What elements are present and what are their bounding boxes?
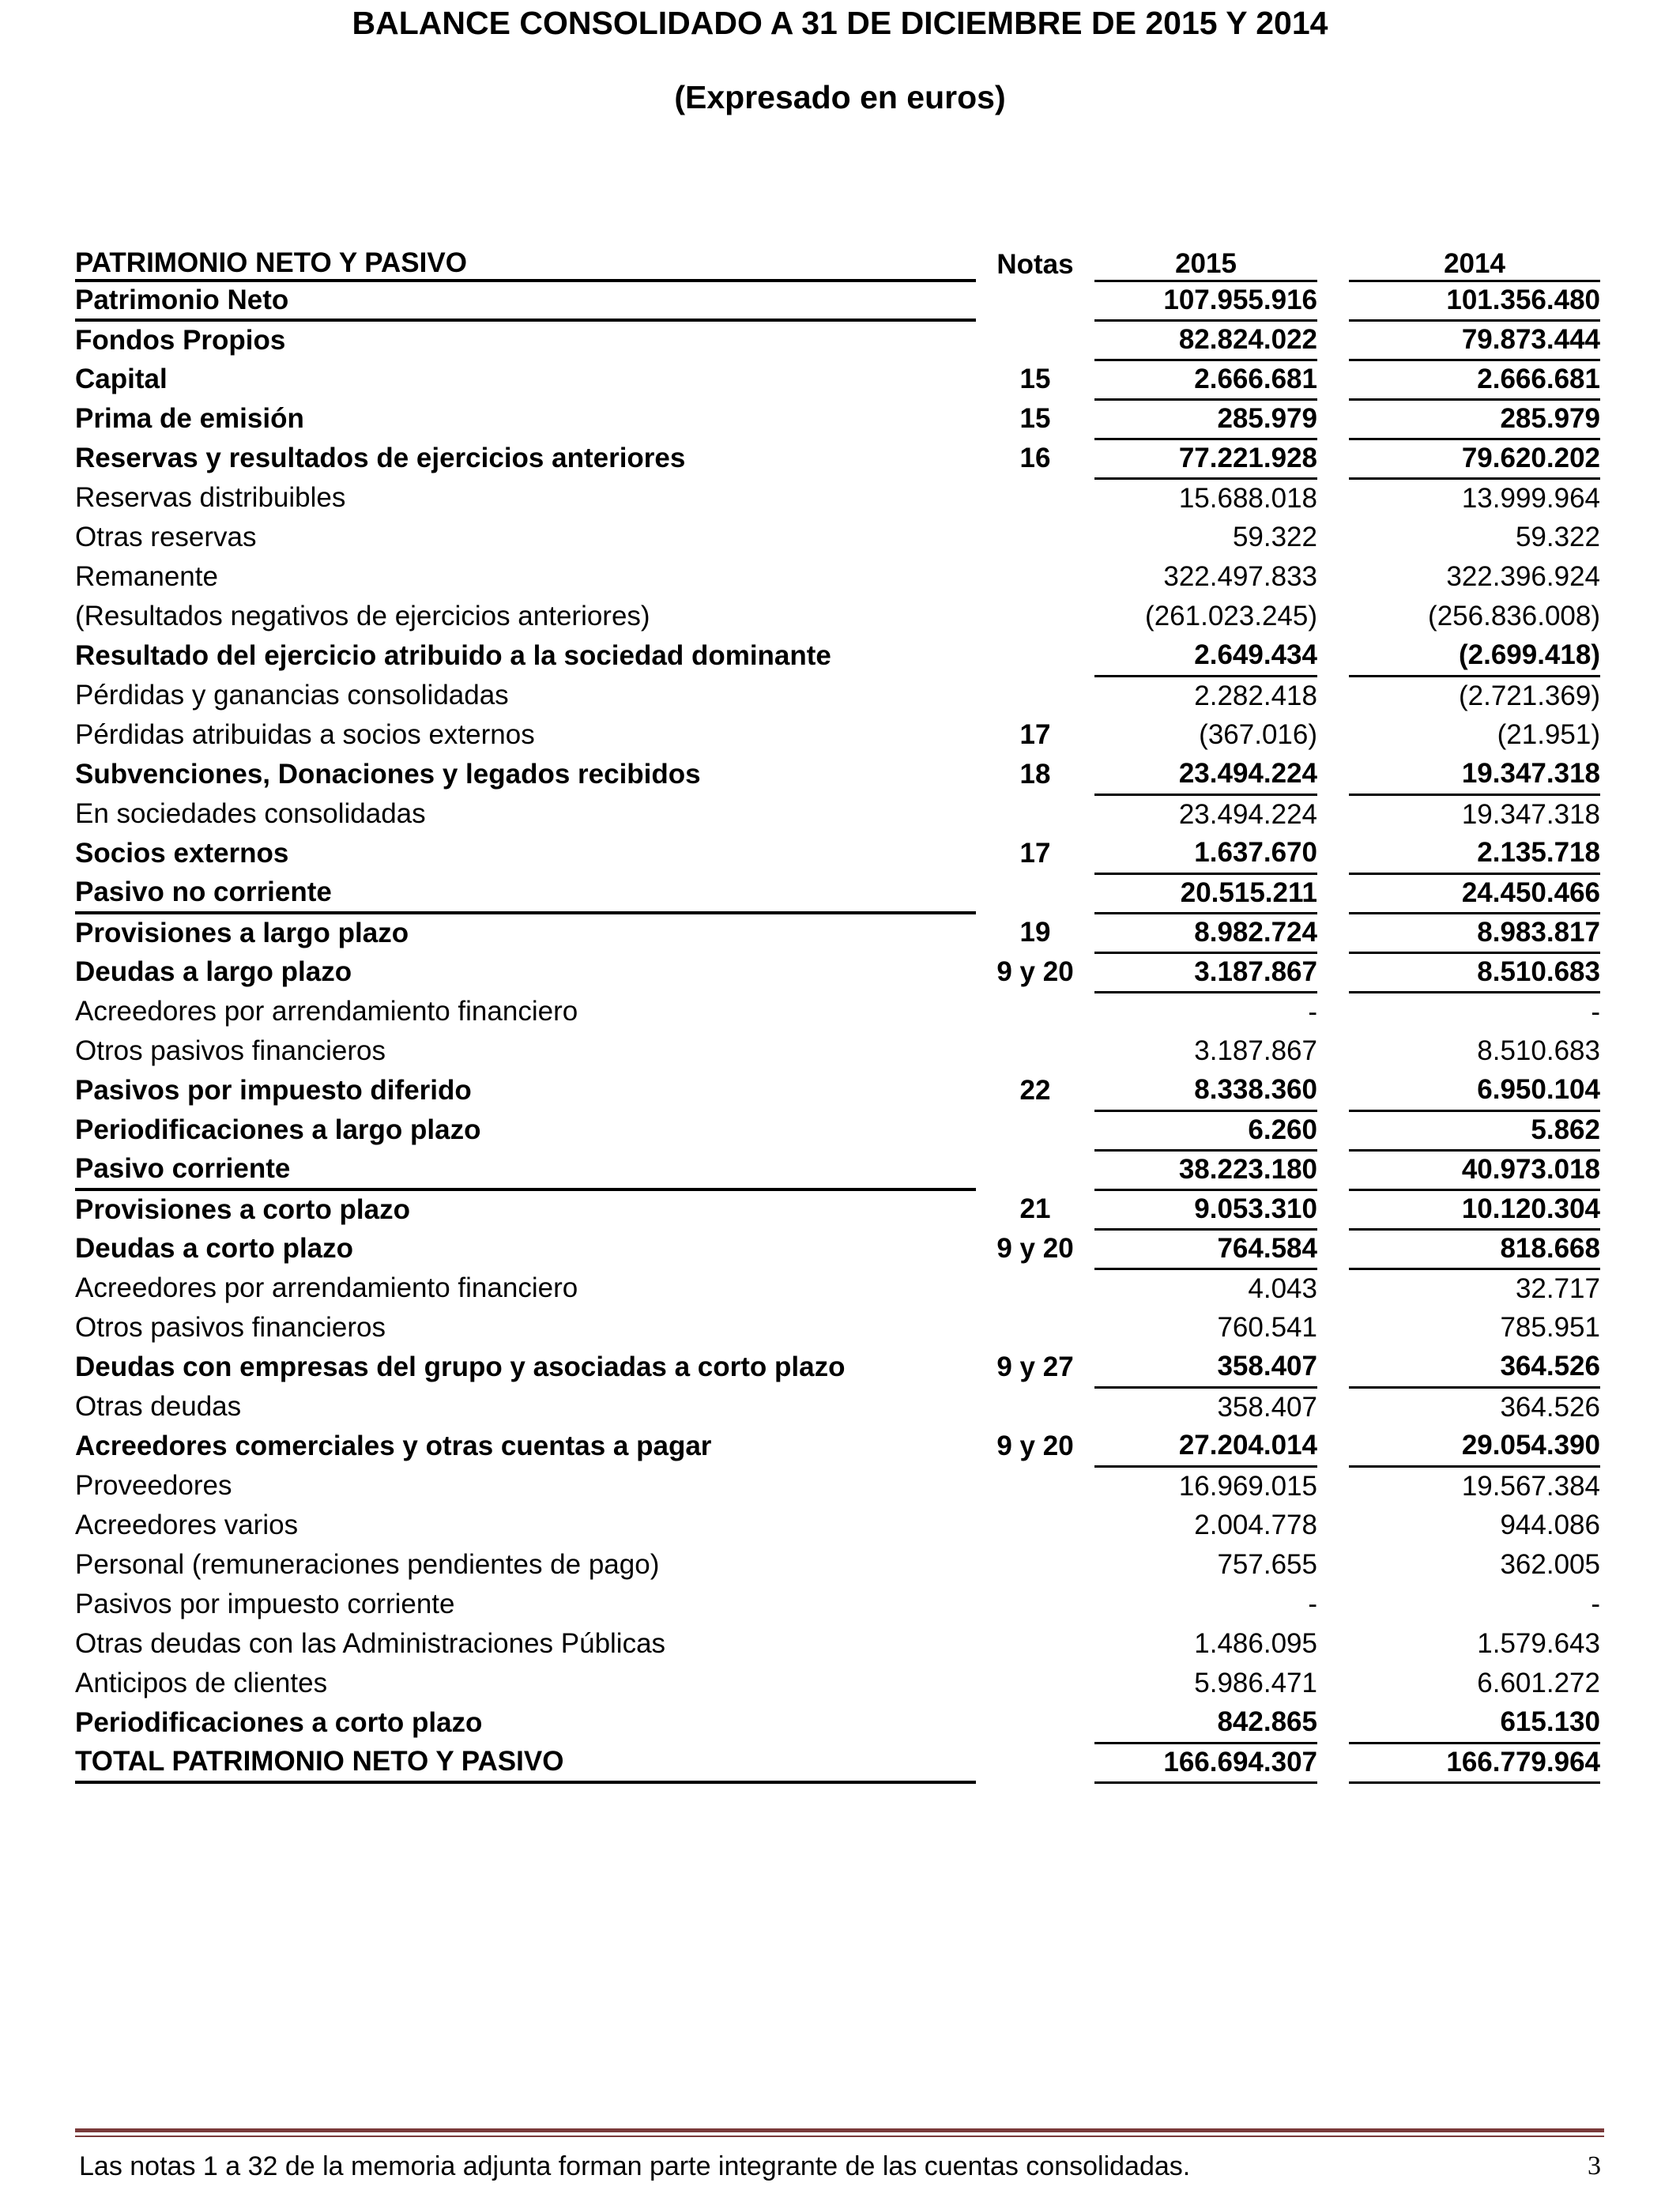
table-row	[75, 1110, 1600, 1150]
row-value-2015: 23.494.224	[1178, 798, 1317, 830]
row-value-2015: 8.982.724	[1094, 913, 1317, 952]
row-value-2014: 8.983.817	[1349, 913, 1600, 952]
row-value-2015: 20.515.211	[1094, 873, 1317, 913]
row-value-2014: 322.396.924	[1446, 561, 1600, 592]
row-note	[976, 1743, 1094, 1782]
column-gap	[1317, 1624, 1349, 1664]
row-note	[976, 1506, 1094, 1545]
table-row	[75, 1466, 1600, 1506]
header-label: PATRIMONIO NETO Y PASIVO	[75, 232, 976, 281]
row-note	[976, 478, 1094, 518]
row-label: Acreedores por arrendamiento financiero	[75, 996, 578, 1027]
column-gap	[1317, 676, 1349, 715]
row-label: Pasivos por impuesto diferido	[75, 1075, 472, 1106]
row-value-2014: 10.120.304	[1349, 1189, 1600, 1229]
row-label: Pérdidas y ganancias consolidadas	[75, 680, 509, 711]
table-row	[75, 1703, 1600, 1743]
row-note: 9 y 20	[996, 1233, 1074, 1264]
table-row	[75, 1031, 1600, 1071]
table-row	[75, 913, 1600, 952]
table-row	[75, 1427, 1600, 1466]
row-label: Otras deudas con las Administraciones Públicas	[75, 1628, 666, 1659]
row-note: 9 y 20	[996, 1431, 1074, 1461]
row-value-2014: 5.862	[1349, 1110, 1600, 1150]
row-value-2015: 38.223.180	[1094, 1150, 1317, 1189]
row-value-2015: 82.824.022	[1094, 320, 1317, 360]
table-row	[75, 478, 1600, 518]
row-note	[976, 1110, 1094, 1150]
row-value-2014: 101.356.480	[1349, 281, 1600, 320]
row-value-2014: 944.086	[1500, 1510, 1600, 1540]
row-label: Fondos Propios	[75, 325, 286, 356]
row-label: Pasivo corriente	[75, 1150, 976, 1189]
row-note: 19	[1019, 917, 1051, 948]
table-row	[75, 1387, 1600, 1427]
table-row	[75, 360, 1600, 399]
column-gap	[1317, 834, 1349, 873]
row-value-2014: 19.567.384	[1461, 1470, 1600, 1502]
row-value-2015: 760.541	[1217, 1312, 1317, 1343]
table-row	[75, 399, 1600, 439]
column-gap	[1317, 1308, 1349, 1348]
row-label: Anticipos de clientes	[75, 1668, 328, 1698]
row-label: Deudas con empresas del grupo y asociadas a corto plazo	[75, 1351, 846, 1382]
row-value-2014: 79.620.202	[1349, 439, 1600, 478]
row-note	[976, 873, 1094, 913]
row-label: Periodificaciones a corto plazo	[75, 1707, 483, 1738]
row-value-2015: (367.016)	[1199, 719, 1317, 750]
row-label: Acreedores comerciales y otras cuentas a pagar	[75, 1431, 712, 1461]
column-gap	[1317, 1031, 1349, 1071]
row-note: 15	[1019, 403, 1051, 434]
row-value-2014: 615.130	[1349, 1703, 1600, 1743]
row-label: (Resultados negativos de ejercicios anteriores)	[75, 601, 650, 631]
row-value-2015: 1.637.670	[1094, 834, 1317, 873]
row-value-2015: 166.694.307	[1094, 1743, 1317, 1782]
row-note	[976, 636, 1094, 676]
row-value-2015: 1.486.095	[1194, 1628, 1317, 1659]
row-note: 15	[1019, 364, 1051, 394]
row-note	[976, 794, 1094, 834]
column-gap	[1317, 1387, 1349, 1427]
column-gap	[1317, 1585, 1349, 1624]
header-year-2015: 2015	[1094, 232, 1317, 281]
row-value-2014: (2.699.418)	[1349, 636, 1600, 676]
page-number: 3	[1588, 2151, 1601, 2181]
row-value-2015: 2.282.418	[1194, 680, 1317, 711]
balance-sheet-body	[75, 232, 1600, 1782]
row-label: Reservas y resultados de ejercicios anteriores	[75, 443, 686, 473]
footer-rule	[75, 2128, 1604, 2132]
row-label: Provisiones a corto plazo	[75, 1194, 410, 1225]
column-gap	[1317, 320, 1349, 360]
row-value-2015: 2.004.778	[1194, 1510, 1317, 1540]
table-row	[75, 1585, 1600, 1624]
column-gap	[1317, 755, 1349, 794]
row-value-2015: -	[1308, 1589, 1317, 1619]
table-row	[75, 1150, 1600, 1189]
column-gap	[1317, 478, 1349, 518]
table-row	[75, 636, 1600, 676]
column-gap	[1317, 1071, 1349, 1110]
footer-note: Las notas 1 a 32 de la memoria adjunta forman parte integrante de las cuentas consolidadas.	[79, 2151, 1191, 2181]
row-value-2014: 24.450.466	[1349, 873, 1600, 913]
row-value-2014: 2.666.681	[1349, 360, 1600, 399]
column-gap	[1317, 1150, 1349, 1189]
row-label: Pasivos por impuesto corriente	[75, 1589, 455, 1619]
row-note	[976, 597, 1094, 636]
row-note	[976, 1308, 1094, 1348]
row-value-2015: 842.865	[1094, 1703, 1317, 1743]
table-row	[75, 952, 1600, 992]
row-value-2014: 13.999.964	[1461, 482, 1600, 514]
column-gap	[1317, 715, 1349, 755]
row-label: Capital	[75, 364, 168, 394]
column-gap	[1317, 518, 1349, 557]
row-note	[976, 1031, 1094, 1071]
table-row	[75, 1308, 1600, 1348]
row-label: Otras reservas	[75, 522, 257, 552]
table-row	[75, 992, 1600, 1031]
row-label: Remanente	[75, 561, 218, 592]
row-value-2015: 15.688.018	[1178, 482, 1317, 514]
row-value-2014: 6.601.272	[1477, 1668, 1600, 1698]
column-gap	[1317, 1348, 1349, 1387]
row-label: Otros pasivos financieros	[75, 1312, 386, 1343]
column-gap	[1317, 1506, 1349, 1545]
column-gap	[1317, 1664, 1349, 1703]
row-note: 18	[1019, 759, 1051, 790]
table-row	[75, 834, 1600, 873]
column-gap	[1317, 557, 1349, 597]
column-gap	[1317, 281, 1349, 320]
row-note	[976, 1150, 1094, 1189]
row-value-2014: 79.873.444	[1349, 320, 1600, 360]
row-label: Provisiones a largo plazo	[75, 918, 409, 948]
column-gap	[1317, 794, 1349, 834]
row-value-2014: 818.668	[1349, 1229, 1600, 1269]
table-row	[75, 794, 1600, 834]
row-note	[976, 1387, 1094, 1427]
table-row	[75, 715, 1600, 755]
row-value-2015: 4.043	[1248, 1272, 1317, 1304]
column-gap	[1317, 913, 1349, 952]
row-value-2015: 16.969.015	[1178, 1470, 1317, 1502]
table-row	[75, 755, 1600, 794]
row-value-2015: 27.204.014	[1094, 1427, 1317, 1466]
table-row	[75, 1743, 1600, 1782]
row-value-2015: 5.986.471	[1194, 1668, 1317, 1698]
row-label: Socios externos	[75, 838, 289, 869]
row-value-2014: 364.526	[1349, 1348, 1600, 1387]
table-row	[75, 557, 1600, 597]
document-title: BALANCE CONSOLIDADO A 31 DE DICIEMBRE DE 2015 Y 2014	[352, 5, 1328, 41]
row-label: Otros pasivos financieros	[75, 1035, 386, 1066]
column-gap	[1317, 1743, 1349, 1782]
column-gap	[1317, 399, 1349, 439]
header-notes: Notas	[996, 249, 1074, 280]
row-value-2015: 9.053.310	[1094, 1189, 1317, 1229]
column-gap	[1317, 1466, 1349, 1506]
column-gap	[1317, 1269, 1349, 1308]
row-value-2015: 2.649.434	[1094, 636, 1317, 676]
row-label: TOTAL PATRIMONIO NETO Y PASIVO	[75, 1743, 976, 1782]
row-value-2015: 2.666.681	[1094, 360, 1317, 399]
column-gap	[1317, 232, 1349, 281]
row-value-2014: 40.973.018	[1349, 1150, 1600, 1189]
row-note	[976, 1703, 1094, 1743]
column-gap	[1317, 1110, 1349, 1150]
row-value-2015: 322.497.833	[1163, 561, 1317, 592]
table-row	[75, 1348, 1600, 1387]
row-note	[976, 1585, 1094, 1624]
row-value-2014: (256.836.008)	[1428, 601, 1600, 631]
row-label: Deudas a corto plazo	[75, 1233, 354, 1264]
balance-sheet-table	[75, 232, 1600, 1784]
table-row	[75, 597, 1600, 636]
table-row	[75, 281, 1600, 320]
table-row	[75, 1269, 1600, 1308]
table-row	[75, 1545, 1600, 1585]
row-value-2014: 285.979	[1349, 399, 1600, 439]
table-row	[75, 439, 1600, 478]
table-row	[75, 518, 1600, 557]
row-note	[976, 518, 1094, 557]
row-value-2015: 358.407	[1217, 1391, 1317, 1423]
row-note	[976, 320, 1094, 360]
row-label: Resultado del ejercicio atribuido a la sociedad dominante	[75, 640, 831, 671]
column-gap	[1317, 597, 1349, 636]
row-value-2015: 8.338.360	[1094, 1071, 1317, 1110]
row-note	[976, 992, 1094, 1031]
column-gap	[1317, 1229, 1349, 1269]
row-label: Pérdidas atribuidas a socios externos	[75, 719, 535, 750]
row-label: Otras deudas	[75, 1391, 242, 1422]
row-label: Reservas distribuibles	[75, 482, 346, 513]
column-gap	[1317, 1427, 1349, 1466]
row-value-2014: 29.054.390	[1349, 1427, 1600, 1466]
row-note: 16	[1019, 443, 1051, 473]
row-label: Pasivo no corriente	[75, 873, 976, 913]
row-label: Acreedores varios	[75, 1510, 299, 1540]
column-gap	[1317, 360, 1349, 399]
row-note	[976, 1269, 1094, 1308]
row-label: Prima de emisión	[75, 403, 304, 434]
row-note	[976, 1545, 1094, 1585]
row-note: 21	[1019, 1193, 1051, 1224]
row-label: Proveedores	[75, 1470, 232, 1501]
row-value-2014: 362.005	[1500, 1549, 1600, 1580]
column-gap	[1317, 1545, 1349, 1585]
row-value-2014: 166.779.964	[1349, 1743, 1600, 1782]
row-value-2014: -	[1591, 996, 1600, 1027]
row-label: Acreedores por arrendamiento financiero	[75, 1272, 578, 1303]
column-gap	[1317, 439, 1349, 478]
row-value-2014: 32.717	[1515, 1272, 1600, 1304]
table-row	[75, 1189, 1600, 1229]
row-label: Patrimonio Neto	[75, 281, 976, 320]
row-value-2015: (261.023.245)	[1145, 601, 1317, 631]
column-gap	[1317, 636, 1349, 676]
footer-rule-thin	[75, 2136, 1604, 2137]
table-row	[75, 1229, 1600, 1269]
row-value-2015: 3.187.867	[1094, 952, 1317, 992]
column-gap	[1317, 992, 1349, 1031]
table-row	[75, 676, 1600, 715]
row-note: 9 y 20	[996, 956, 1074, 987]
row-note	[976, 1466, 1094, 1506]
row-value-2015: 6.260	[1094, 1110, 1317, 1150]
table-row	[75, 1071, 1600, 1110]
row-value-2015: 3.187.867	[1194, 1035, 1317, 1066]
row-value-2014: 8.510.683	[1349, 952, 1600, 992]
row-note: 22	[1019, 1075, 1051, 1106]
row-note	[976, 1624, 1094, 1664]
row-value-2014: 19.347.318	[1461, 798, 1600, 830]
row-value-2014: 785.951	[1500, 1312, 1600, 1343]
row-note: 17	[1019, 719, 1051, 750]
row-value-2015: 59.322	[1232, 522, 1317, 552]
column-gap	[1317, 952, 1349, 992]
row-value-2015: 23.494.224	[1094, 755, 1317, 794]
column-gap	[1317, 1189, 1349, 1229]
row-label: En sociedades consolidadas	[75, 798, 426, 829]
row-value-2014: 6.950.104	[1349, 1071, 1600, 1110]
row-value-2014: 1.579.643	[1477, 1628, 1600, 1659]
row-value-2014: (21.951)	[1497, 719, 1600, 750]
table-row	[75, 1624, 1600, 1664]
header-year-2014: 2014	[1349, 232, 1600, 281]
row-label: Subvenciones, Donaciones y legados recibidos	[75, 759, 701, 790]
table-header-row	[75, 232, 1600, 281]
row-value-2015: 358.407	[1094, 1348, 1317, 1387]
row-note: 17	[1019, 838, 1051, 869]
row-note: 9 y 27	[996, 1351, 1074, 1382]
row-note	[976, 281, 1094, 320]
table-row	[75, 320, 1600, 360]
row-label: Personal (remuneraciones pendientes de pago)	[75, 1549, 660, 1580]
row-note	[976, 676, 1094, 715]
row-value-2014: (2.721.369)	[1458, 680, 1600, 711]
row-value-2014: 2.135.718	[1349, 834, 1600, 873]
row-value-2015: 757.655	[1217, 1549, 1317, 1580]
row-note	[976, 1664, 1094, 1703]
column-gap	[1317, 1703, 1349, 1743]
table-row	[75, 1506, 1600, 1545]
row-value-2015: 77.221.928	[1094, 439, 1317, 478]
column-gap	[1317, 873, 1349, 913]
table-row	[75, 1664, 1600, 1703]
row-value-2015: -	[1308, 996, 1317, 1027]
row-note	[976, 557, 1094, 597]
row-value-2014: 8.510.683	[1477, 1035, 1600, 1066]
row-value-2014: -	[1591, 1589, 1600, 1619]
row-value-2015: 764.584	[1094, 1229, 1317, 1269]
table-row	[75, 873, 1600, 913]
row-value-2014: 19.347.318	[1349, 755, 1600, 794]
document-subtitle: (Expresado en euros)	[674, 79, 1006, 115]
row-value-2015: 285.979	[1094, 399, 1317, 439]
row-label: Deudas a largo plazo	[75, 956, 352, 987]
row-label: Periodificaciones a largo plazo	[75, 1114, 481, 1145]
row-value-2014: 364.526	[1500, 1391, 1600, 1423]
row-value-2014: 59.322	[1515, 522, 1600, 552]
row-value-2015: 107.955.916	[1094, 281, 1317, 320]
